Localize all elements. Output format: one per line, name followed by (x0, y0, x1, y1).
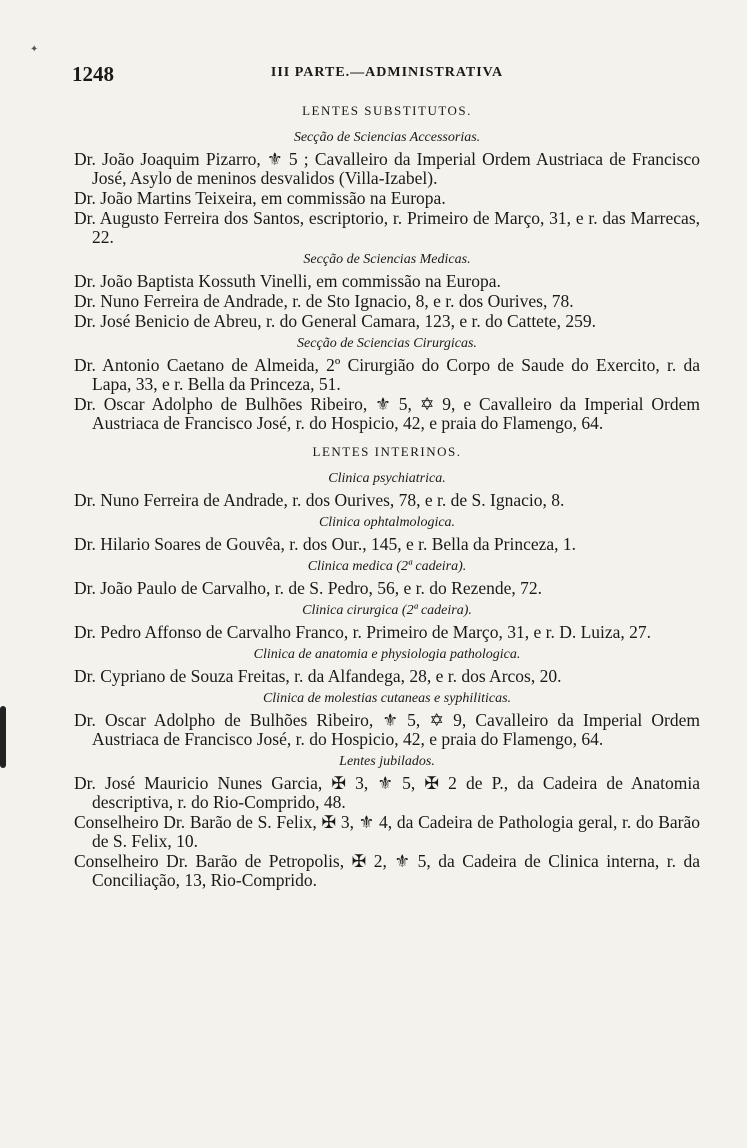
list-item: Dr. Cypriano de Souza Freitas, r. da Alfandega, 28, e r. dos Arcos, 20. (74, 666, 562, 686)
list-item: Dr. Nuno Ferreira de Andrade, r. dos Ourives, 78, e r. de S. Ignacio, 8. (74, 490, 565, 510)
section-title: LENTES INTERINOS. (312, 444, 462, 459)
list-item: Dr. Pedro Affonso de Carvalho Franco, r. Primeiro de Março, 31, e r. D. Luiza, 27. (74, 622, 652, 642)
margin-mark: ✦ (30, 44, 39, 55)
list-item: Dr. João Martins Teixeira, em commissão na Europa. (74, 188, 446, 208)
list-item: Dr. Augusto Ferreira dos Santos, escriptorio, r. Primeiro de Março, 31, e r. das Marrecas, 22. (74, 208, 700, 247)
subsection-heading: Secção de Sciencias Medicas. (303, 252, 471, 267)
subsection-heading: Secção de Sciencias Cirurgicas. (297, 336, 477, 351)
subsection-heading: Clinica cirurgica (2ª cadeira). (302, 603, 472, 618)
running-title: III PARTE.—ADMINISTRATIVA (270, 65, 504, 80)
list-item: Conselheiro Dr. Barão de Petropolis, ✠ 2, ⚜ 5, da Cadeira de Clinica interna, r. da Conciliação, 13, Rio-Comprido. (74, 851, 700, 890)
document-body (74, 102, 700, 891)
subsection-heading: Clinica psychiatrica. (328, 471, 446, 486)
page-number: 1248 (72, 62, 114, 86)
list-item: Conselheiro Dr. Barão de S. Felix, ✠ 3, ⚜ 4, da Cadeira de Pathologia geral, r. do Barão de S. Felix, 10. (74, 812, 700, 851)
subsection-heading: Clinica ophtalmologica. (318, 515, 456, 530)
list-item: Dr. Nuno Ferreira de Andrade, r. de Sto Ignacio, 8, e r. dos Ourives, 78. (74, 291, 574, 311)
list-item: Dr. Oscar Adolpho de Bulhões Ribeiro, ⚜ 5, ✡ 9, Cavalleiro da Imperial Ordem Austriaca de Francisco José, r. do Hospicio, 42, e praia do Flamengo, 64. (74, 710, 700, 749)
page-header (72, 62, 702, 88)
binding-edge-mark (0, 706, 6, 768)
list-item: Dr. Hilario Soares de Gouvêa, r. dos Our., 145, e r. Bella da Princeza, 1. (74, 534, 577, 554)
list-item: Dr. João Joaquim Pizarro, ⚜ 5 ; Cavalleiro da Imperial Ordem Austriaca de Francisco José, Asylo de meninos desvalidos (Villa-Izabel). (74, 149, 700, 188)
list-item: Dr. José Mauricio Nunes Garcia, ✠ 3, ⚜ 5, ✠ 2 de P., da Cadeira de Anatomia descriptiva, r. do Rio-Comprido, 48. (74, 773, 700, 812)
list-item: Dr. Antonio Caetano de Almeida, 2º Cirurgião do Corpo de Saude do Exercito, r. da Lapa, 33, e r. Bella da Princeza, 51. (74, 355, 700, 394)
list-item: Dr. João Paulo de Carvalho, r. de S. Pedro, 56, e r. do Rezende, 72. (74, 578, 543, 598)
subsection-heading: Clinica de molestias cutaneas e syphiliticas. (262, 691, 512, 706)
subsection-heading: Clinica medica (2ª cadeira). (307, 559, 467, 574)
subsection-heading: Lentes jubilados. (339, 754, 435, 769)
list-item: Dr. Oscar Adolpho de Bulhões Ribeiro, ⚜ 5, ✡ 9, e Cavalleiro da Imperial Ordem Austriaca de Francisco José, r. do Hospicio, 42, e praia do Flamengo, 64. (74, 394, 700, 433)
list-item: Dr. José Benicio de Abreu, r. do General Camara, 123, e r. do Cattete, 259. (74, 311, 596, 331)
subsection-heading: Clinica de anatomia e physiologia pathologica. (253, 647, 521, 662)
list-item: Dr. João Baptista Kossuth Vinelli, em commissão na Europa. (74, 271, 501, 291)
subsection-heading: Secção de Sciencias Accessorias. (293, 130, 481, 145)
section-title: LENTES SUBSTITUTOS. (302, 103, 472, 118)
